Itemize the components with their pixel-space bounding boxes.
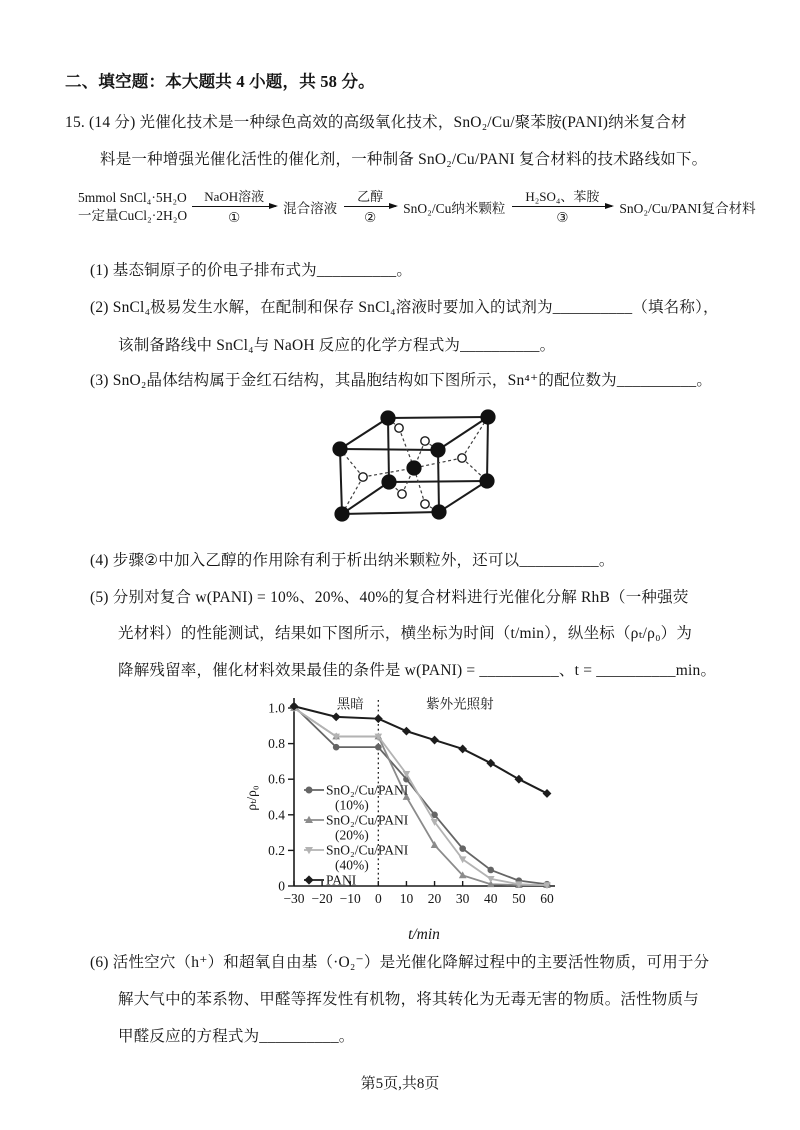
subquestion-6-line2: 解大气中的苯系物、甲醛等挥发性有机物，将其转化为无毒无害的物质。活性物质与 xyxy=(118,991,699,1008)
chart-text: PANI xyxy=(326,872,357,888)
marker-diamond xyxy=(402,727,411,736)
subquestion-2-line1: (2) SnCl₄极易发生水解，在配制和保存 SnCl₄溶液时要加入的试剂为__________（填名称）， xyxy=(90,299,719,316)
chart-text: 紫外光照射 xyxy=(426,696,494,712)
flow-step2-number: ② xyxy=(364,209,377,225)
flow-step2-reagent: 乙醇 xyxy=(357,188,384,204)
legend-entry xyxy=(304,813,409,843)
chart-text: 0.6 xyxy=(268,771,285,787)
chart-text: 60 xyxy=(540,891,554,906)
marker-diamond xyxy=(304,875,313,884)
legend-entry xyxy=(304,783,409,813)
y-axis-label: ρₜ/ρ₀ xyxy=(244,785,259,811)
chart-text: 1.0 xyxy=(268,700,285,716)
chart-text: 30 xyxy=(455,891,470,906)
chart-text: 0.4 xyxy=(268,807,285,823)
flow-step-2 xyxy=(344,190,396,225)
arrow-right-icon xyxy=(344,206,396,207)
x-axis-label: t/min xyxy=(408,926,440,943)
subquestion-2-line2: 该制备路线中 SnCl₄与 NaOH 反应的化学方程式为__________。 xyxy=(118,337,556,354)
marker-diamond xyxy=(514,775,523,784)
performance-chart xyxy=(242,688,587,955)
marker-diamond xyxy=(430,736,439,745)
marker-diamond xyxy=(486,759,495,768)
chart-text: 20 xyxy=(427,891,442,906)
chart-text: −20 xyxy=(311,891,333,906)
subquestion-5-line2: 光材料）的性能测试，结果如下图所示，横坐标为时间（t/min），纵坐标（ρₜ/ρ₀）为 xyxy=(118,625,693,642)
marker-circle xyxy=(459,845,466,852)
chart-text: 0 xyxy=(278,878,285,894)
flow-reagent-1: 5mmol SnCl₄·5H₂O xyxy=(78,190,187,205)
chart-text: 0 xyxy=(374,891,382,906)
chart-text: 50 xyxy=(512,891,526,906)
chart-text: (20%) xyxy=(335,827,369,843)
marker-triangle-down xyxy=(459,856,467,863)
chart-text: 0.8 xyxy=(268,736,285,752)
chart-text: 黑暗 xyxy=(336,696,364,712)
subquestion-6-line3: 甲醛反应的方程式为__________。 xyxy=(118,1028,355,1045)
flow-step3-reagent: H₂SO₄、苯胺 xyxy=(525,188,600,204)
chart-text: −30 xyxy=(283,891,305,906)
marker-circle xyxy=(487,867,494,874)
chart-text: (40%) xyxy=(335,857,369,873)
chart-text: 10 xyxy=(399,891,414,906)
chart-text: SnO₂/Cu/PANI xyxy=(326,812,409,828)
chart-text: −10 xyxy=(339,891,361,906)
subquestion-1: (1) 基态铜原子的价电子排布式为__________。 xyxy=(90,262,413,279)
reaction-flow-diagram xyxy=(78,189,768,225)
marker-diamond xyxy=(332,713,341,722)
chart-text: SnO₂/Cu/PANI xyxy=(326,842,409,858)
flow-node-composite: SnO₂/Cu/PANI复合材料 xyxy=(619,201,756,217)
subquestion-4: (4) 步骤②中加入乙醇的作用除有利于析出纳米颗粒外，还可以__________。 xyxy=(90,552,615,569)
chart-text: SnO₂/Cu/PANI xyxy=(326,782,409,798)
marker-circle xyxy=(375,744,382,751)
flow-node-nanoparticles: SnO₂/Cu纳米颗粒 xyxy=(403,201,506,217)
question-intro-line2: 料是一种增强光催化活性的催化剂，一种制备 SnO₂/Cu/PANI 复合材料的技术路线如下。 xyxy=(100,151,708,168)
marker-diamond xyxy=(458,745,467,754)
marker-diamond xyxy=(543,789,552,798)
chart-svg xyxy=(242,688,587,950)
flow-step3-number: ③ xyxy=(556,209,569,225)
flow-reagents xyxy=(78,189,187,225)
arrow-right-icon xyxy=(192,206,276,207)
marker-circle xyxy=(333,744,340,751)
question-intro-line1: 15. (14 分) 光催化技术是一种绿色高效的高级氧化技术，SnO₂/Cu/聚苯胺(PANI)纳米复合材 xyxy=(65,114,687,131)
legend-entry xyxy=(304,843,409,873)
arrow-right-icon xyxy=(512,206,612,207)
crystal-structure-figure xyxy=(323,400,527,539)
marker-circle xyxy=(306,787,313,794)
subquestion-5-line1: (5) 分别对复合 w(PANI) = 10%、20%、40%的复合材料进行光催化分解 RhB（一种强荧 xyxy=(90,589,689,606)
series-line xyxy=(294,706,547,793)
marker-diamond xyxy=(374,714,383,723)
crystal-structure-svg xyxy=(323,400,527,534)
subquestion-3: (3) SnO₂晶体结构属于金红石结构，其晶胞结构如下图所示，Sn⁴⁺的配位数为__________。 xyxy=(90,372,713,389)
flow-reagent-2: 一定量CuCl₂·2H₂O xyxy=(78,208,188,224)
flow-node-mixed-solution: 混合溶液 xyxy=(283,201,338,217)
chart-text: 40 xyxy=(484,891,498,906)
subquestion-5-line3: 降解残留率，催化材料效果最佳的条件是 w(PANI) = __________、t = __________min。 xyxy=(118,662,717,679)
chart-text: 0.2 xyxy=(268,842,285,858)
chart-text: (10%) xyxy=(335,797,369,813)
subquestion-6-line1: (6) 活性空穴（h⁺）和超氧自由基（·O₂⁻）是光催化降解过程中的主要活性物质，可用于分 xyxy=(90,954,710,971)
page-number: 第5页,共8页 xyxy=(360,1076,440,1092)
section-header: 二、填空题：本大题共 4 小题，共 58 分。 xyxy=(65,72,375,91)
flow-step1-number: ① xyxy=(228,209,241,225)
flow-step1-reagent: NaOH溶液 xyxy=(204,188,265,204)
flow-step-3 xyxy=(512,190,612,225)
flow-step-1 xyxy=(192,190,276,225)
